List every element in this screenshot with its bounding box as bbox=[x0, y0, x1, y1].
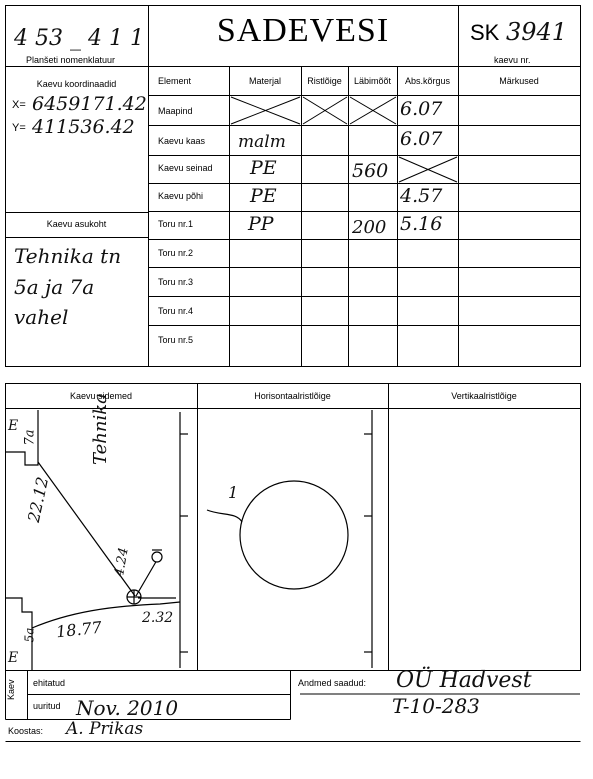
col-header-ristloige: Ristlõige bbox=[307, 76, 342, 86]
distance-diagonal: 22.12 bbox=[24, 475, 53, 524]
uuritud-label: uuritud bbox=[33, 701, 61, 711]
nomenclature-label: Planšeti nomenklatuur bbox=[26, 55, 116, 65]
row-element-label: Maapind bbox=[158, 106, 193, 116]
building-label-top: 7a bbox=[22, 429, 38, 446]
col-header-materjal: Materjal bbox=[248, 76, 281, 86]
distance-right: 2.32 bbox=[142, 610, 174, 626]
kaev-label: Kaev bbox=[6, 679, 16, 700]
col-header-labimoot: Läbimõõt bbox=[353, 76, 392, 86]
koostas-label: Koostas: bbox=[8, 726, 44, 736]
distance-bottom: 18.77 bbox=[55, 617, 103, 642]
location-line-1: Tehnika tn bbox=[14, 244, 122, 268]
sketch-col-connections: Kaevu sidemed bbox=[69, 391, 133, 401]
row-labimoot-value: 560 bbox=[352, 160, 389, 182]
row-element-label: Toru nr.3 bbox=[158, 277, 194, 287]
north-mark-bottom: E bbox=[8, 650, 19, 666]
north-mark-top: E bbox=[8, 418, 19, 434]
andmed-value-code: T-10-283 bbox=[392, 694, 480, 718]
well-number-label: kaevu nr. bbox=[494, 55, 531, 65]
pipe-number-label: 1 bbox=[228, 483, 239, 502]
koostas-value: A. Prikas bbox=[66, 719, 144, 739]
well-number-handwritten: 3941 bbox=[506, 18, 568, 46]
nomenclature-handwritten: 4 53 _ 4 1 1 bbox=[14, 26, 144, 51]
row-element-label: Toru nr.2 bbox=[158, 248, 194, 258]
col-header-abs-korgus: Abs.kõrgus bbox=[404, 76, 451, 86]
street-name-handwritten: Tehnika bbox=[90, 393, 111, 465]
row-abs-value: 4.57 bbox=[400, 185, 443, 207]
building-label-bottom: 5a bbox=[22, 627, 37, 643]
location-line-2: 5a ja 7a bbox=[14, 275, 95, 299]
row-element-label: Kaevu kaas bbox=[158, 136, 206, 146]
row-materjal-value: PE bbox=[250, 185, 277, 207]
well-prefix: SK bbox=[470, 20, 500, 45]
andmed-label: Andmed saadud: bbox=[298, 678, 367, 688]
location-line-3: vahel bbox=[14, 305, 69, 329]
row-labimoot-value: 200 bbox=[352, 217, 387, 238]
col-header-markused: Märkused bbox=[499, 76, 539, 86]
row-element-label: Kaevu seinad bbox=[158, 163, 213, 173]
ehitatud-label: ehitatud bbox=[33, 678, 66, 688]
x-prefix: X= bbox=[12, 99, 26, 111]
col-header-element: Element bbox=[158, 76, 192, 86]
row-abs-value: 6.07 bbox=[400, 128, 443, 150]
coordinates-label: Kaevu koordinaadid bbox=[36, 79, 117, 89]
sketch-col-vertical: Vertikaalristlõige bbox=[451, 391, 517, 401]
row-materjal-value: PP bbox=[248, 213, 274, 235]
row-abs-value: 6.07 bbox=[400, 98, 443, 120]
row-element-label: Toru nr.1 bbox=[158, 219, 194, 229]
distance-short: 4.24 bbox=[112, 546, 132, 578]
row-element-label: Toru nr.4 bbox=[158, 306, 194, 316]
sketch-col-horizontal: Horisontaalristlõige bbox=[254, 391, 331, 401]
andmed-value-company: OÜ Hadvest bbox=[396, 668, 532, 693]
row-materjal-value: malm bbox=[238, 132, 286, 152]
x-coordinate-handwritten: 6459171.42 bbox=[32, 93, 147, 115]
uuritud-value: Nov. 2010 bbox=[76, 696, 179, 720]
y-coordinate-handwritten: 411536.42 bbox=[32, 116, 135, 138]
row-element-label: Toru nr.5 bbox=[158, 335, 194, 345]
location-label: Kaevu asukoht bbox=[46, 219, 107, 229]
row-materjal-value: PE bbox=[250, 157, 277, 179]
row-abs-value: 5.16 bbox=[400, 213, 443, 235]
form-title: SADEVESI bbox=[216, 12, 390, 49]
row-element-label: Kaevu põhi bbox=[158, 191, 204, 201]
y-prefix: Y= bbox=[12, 122, 26, 134]
